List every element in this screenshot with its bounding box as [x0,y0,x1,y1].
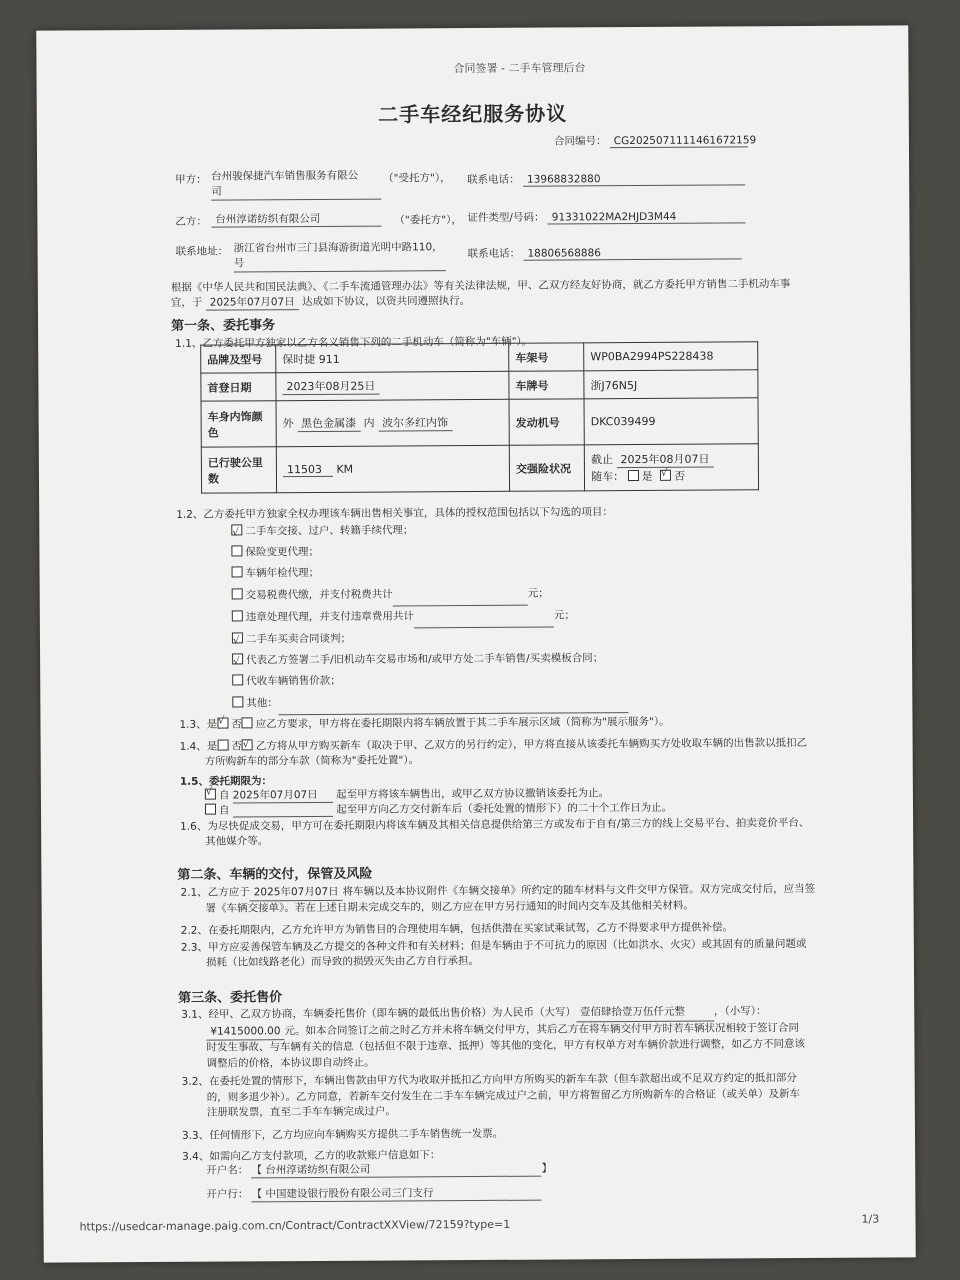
address-line2: 号 [233,257,245,270]
clause-1-4-yes: 1.4、是 [179,740,218,753]
vehicle-mileage-unit: KM [336,462,354,476]
option-item[interactable] [231,540,627,564]
option-checkbox[interactable] [231,524,242,535]
account-name-bracket: 】 [541,1162,553,1175]
party-b-phone-value: 18806568886 [523,246,741,260]
vehicle-brand: 保时捷 911 [276,343,509,372]
vehicle-color-label: 车身内饰颜色 [201,401,276,447]
party-a-phone [467,170,745,187]
option-item[interactable] [231,519,627,543]
vehicle-reg-cell [276,371,509,400]
clause-1-5: 1.5、委托期限为： [179,775,272,788]
vehicle-engine-label: 发动机号 [509,399,584,445]
with-car-no-label: 否 [674,469,686,483]
vehicle-int-prefix: 内 [363,416,375,430]
option-text: 保险变更代理； [245,546,319,559]
vehicle-insurance-cell [584,444,758,491]
clause-3-1-text: 元。如本合同签订之前之时乙方并未将车辆交付甲方，其后乙方在将车辆交付甲方时若车辆状况相较于签订合同 [284,1021,800,1037]
clause-1-4-no-checkbox[interactable] [242,739,253,750]
option-text: 代表乙方签署二手/旧机动车交易市场和/或甲方处二手车销售/买卖模板合同； [246,652,604,667]
vehicle-int-color: 波尔多红内饰 [378,414,452,431]
with-car-no-checkbox[interactable] [660,470,671,481]
party-a-role: （"受托方"）， [383,172,451,185]
party-b-name-value: 台州淳诺纺织有限公司 [211,211,381,228]
clause-1-4-text: 乙方将从甲方购买新车（取决于甲、乙双方的另行约定），甲方将直接从该委托车辆购买方处收取车辆的出售款以抵扣乙 [255,736,808,753]
clause-3-1-prefix: 3.1、经甲、乙双方协商，车辆委托售价（即车辆的最低出售价格）为人民币（大写） [181,1006,576,1021]
term-row-2-checkbox[interactable] [205,804,216,815]
section-3-title: 第三条、委托售价 [178,990,283,1006]
clause-1-3-no-checkbox[interactable] [242,717,253,728]
party-a-phone-value: 13968832880 [523,172,745,186]
bank-value: 【 中国建设银行股份有限公司三门支行 [252,1185,542,1203]
vehicle-vin: WP0BA2994PS228438 [584,342,758,371]
party-b-phone-label: 联系电话： [467,247,521,261]
clause-2-1-prefix: 2.1、乙方应于 [180,886,250,899]
vehicle-table [200,341,759,493]
bank-label: 开户行： [206,1188,249,1201]
option-text: 代收车辆销售价款； [246,675,341,688]
vehicle-insurance-date: 2025年08月07日 [616,451,713,469]
clause-3-1-lowercase: ，（小写）： [713,1005,767,1018]
clause-1-4 [180,736,808,770]
vehicle-plate: 浙J76N5J [584,370,758,399]
option-checkbox[interactable] [232,654,243,665]
other-blank[interactable] [278,691,628,715]
vehicle-brand-label: 品牌及型号 [201,345,276,373]
option-text: 二手车交接、过户、转籍手续代理； [245,524,414,538]
party-b-id-value: 91331022MA2HJD3M44 [548,210,746,224]
option-checkbox[interactable] [232,610,243,621]
clause-1-6 [180,816,809,850]
clause-3-2-line1: 3.2、在委托处置的情形下，车辆出售款由甲方代为收取并抵扣乙方向甲方所购买的新车车款（但车款超出或不足双方约定的抵扣部分 [181,1072,797,1088]
term-row-2-text: 起至甲方向乙方交付新车后（委托处置的情形下）的二十个工作日为止。 [336,801,673,816]
option-item[interactable] [232,648,628,672]
clause-3-2 [182,1071,801,1121]
bank-row [206,1185,541,1203]
party-b-label: 乙方： [175,215,207,228]
party-a-name [211,169,381,201]
clause-1-6-line2: 其他媒介等。 [205,835,269,848]
print-url: https://usedcar-manage.paig.com.cn/Contract/ContractXXView/72159?type=1 [79,1217,511,1234]
term-row-1-checkbox[interactable] [205,789,216,800]
contract-number [553,132,757,148]
party-a-label: 甲方： [175,173,207,186]
clause-2-3-line2: 损耗（比如线路老化）而导致的损毁灭失由乙方自行承担。 [205,954,479,969]
term-row-1-text: 起至甲方将该车辆售出，或甲乙双方协议撤销该委托为止。 [336,787,610,801]
clause-1-1: 1.1、乙方委托甲方独家以乙方名义销售下列的二手机动车（简称为"车辆"）。 [175,335,533,350]
term-row-2-from: 自 [218,804,230,817]
party-a-phone-label: 联系电话： [467,173,520,187]
violation-amount-blank[interactable] [414,605,554,628]
preamble-line1: 根据《中华人民共和国民法典》、《二手车流通管理办法》等有关法律法规，甲、乙双方经友好协商，就乙方委托甲方销售二手机动车事 [170,278,791,294]
vehicle-with-car-row [591,467,752,484]
option-list [231,519,628,715]
clause-1-2: 1.2、乙方委托甲方独家全权办理该车辆出售相关事宜，具体的授权范围包括以下勾选的项目： [176,506,613,521]
contract-number-value: CG20250711114616721​59 [610,134,748,148]
print-page-title: 合同签署 - 二手车管理后台 [453,61,586,76]
address-label: 联系地址： [175,245,229,258]
vehicle-reg: 2023年08月25日 [282,378,379,396]
party-b-role: （"委托方"）， [394,214,462,227]
party-a-name-line2: 司 [211,185,222,198]
preamble-prefix: 宜，于 [170,296,203,309]
vehicle-mileage-label: 已行驶公里数 [201,447,276,493]
party-b-id-label: 证件类型/号码： [467,211,545,225]
clause-2-1 [180,882,815,917]
clause-2-2: 2.2、在委托期限内，乙方允许甲方为销售目的合理使用车辆，包括供潜在买家试乘试驾，乙方不得要求甲方提供补偿。 [180,921,733,937]
clause-1-3 [179,714,669,732]
account-name-value: 【 台州淳诺纺织有限公司 [252,1161,542,1179]
document-title: 二手车经纪服务协议 [378,101,568,127]
clause-1-3-no: 否 [231,718,242,731]
vehicle-mileage: 11503 [283,462,333,476]
option-text: 车辆年检代理； [245,567,320,580]
vehicle-ext-color: 黑色金属漆 [297,415,360,432]
clause-3-1-line4: 调整后的价格，本协议即自动终止。 [206,1056,375,1070]
option-checkbox[interactable] [232,588,243,599]
clause-3-3: 3.3、任何情形下，乙方均应向车辆购买方提供二手车销售统一发票。 [181,1127,504,1142]
vehicle-insurance-date-row [591,450,752,468]
clause-3-4: 3.4、如需向乙方支付款项，乙方的收款账户信息如下： [182,1149,441,1163]
option-text: 其他： [246,696,278,710]
with-car-yes-label: 是 [641,469,653,483]
with-car-label: 随车： [591,470,625,484]
clause-2-1-text: 将车辆以及本协议附件《车辆交接单》所约定的随车材料与文件交甲方保管。双方完成交付后，应当签 [342,882,816,898]
clause-1-3-text: 应乙方要求，甲方将在委托期限内将车辆放置于其二手车展示区域（简称为"展示服务"）。 [255,715,670,731]
clause-1-3-yes: 1.3、是 [179,718,218,731]
vehicle-mileage-cell [276,445,509,492]
vehicle-plate-label: 车牌号 [509,371,584,399]
option-checkbox[interactable] [232,675,243,686]
clause-2-3 [181,937,807,971]
section-1-title: 第一条、委托事务 [171,318,276,334]
vehicle-insurance-label: 交强险状况 [509,445,584,491]
vehicle-insurance-prefix: 截止 [590,453,613,467]
vehicle-engine: DKC039499 [584,398,758,445]
option-text: 二手车买卖合同谈判； [245,632,352,646]
option-tail: 元； [553,609,575,622]
option-item[interactable] [232,627,628,651]
clause-3-2-line2: 的，则多退少补）。乙方同意，若新车交付发生在二手车车辆完成过户之前，甲方将暂留乙方所购新车的合格证（或关单）及新车 [206,1087,801,1104]
option-tail: 元； [527,587,549,600]
option-item[interactable] [232,583,628,608]
party-b-id [467,208,745,225]
term-row-1-from: 自 [218,789,230,802]
with-car-yes-checkbox[interactable] [628,470,639,481]
account-name-row [206,1161,552,1179]
preamble-date: 2025年07月07日 [206,294,299,311]
option-checkbox[interactable] [232,632,243,643]
option-item[interactable] [232,561,628,585]
option-text: 交易税费代缴，并支付税费共计 [245,588,393,602]
option-text: 违章处理代理，并支付违章费用共计 [245,610,414,624]
document-sheet [36,25,916,1262]
section-2-title: 第二条、车辆的交付，保管及风险 [177,866,373,883]
option-checkbox[interactable] [232,567,243,578]
vehicle-color-cell [276,399,509,446]
clause-2-3-line1: 2.3、甲方应妥善保管车辆及乙方提交的各种文件和有关材料；但是车辆由于不可抗力的原因（比如洪水、火灾）或其固有的质量问题或 [180,937,807,954]
clause-1-3-yes-checkbox[interactable] [217,718,228,729]
term-row-1-date: 2025年07月07日 [233,787,333,804]
term-row-2 [205,800,672,818]
address-value [234,240,446,272]
vehicle-ext-prefix: 外 [282,417,294,431]
clause-3-1 [181,1004,805,1072]
vehicle-vin-label: 车架号 [509,343,584,371]
option-item[interactable] [232,669,628,693]
clause-1-4-no: 否 [231,740,242,753]
account-name-label: 开户名： [206,1164,249,1177]
option-item[interactable] [232,605,628,630]
clause-1-6-line1: 1.6、为尽快促成交易，甲方可在委托期限内将该车辆及其相关信息提供给第三方或发布于自有/第三方的线上交易平台、拍卖竞价平台、 [180,816,810,833]
address-line1: 浙江省台州市三门县海游街道光明中路110， [233,241,443,255]
party-a-name-line1: 台州骏保捷汽车销售服务有限公 [211,169,359,183]
preamble-suffix: 达成如下协议，以资共同遵照执行。 [302,295,471,309]
option-checkbox[interactable] [231,546,242,557]
term-row-2-date[interactable] [233,804,333,818]
preamble-line2 [171,293,470,311]
vehicle-reg-label: 首登日期 [201,373,276,401]
party-b-phone [468,244,742,261]
clause-3-1-line3: 时发生事故、与车辆有关的信息（包括但不限于违章、抵押）等其他的变化，甲方有权单方对车辆价款进行调整，如乙方不同意该 [206,1037,805,1054]
option-item[interactable] [232,691,628,716]
clause-1-4-yes-checkbox[interactable] [217,740,228,751]
option-checkbox[interactable] [232,696,243,707]
clause-2-1-line2: 署《车辆交接单》。若在上述日期未完成交车的，则乙方应在甲方另行通知的时间内交车及其他相关材料。 [205,899,694,915]
print-page-number: 1/3 [861,1212,880,1226]
tax-amount-blank[interactable] [393,583,528,606]
clause-1-4-line2: 方所购新车的部分车款（简称为"委托处置"）。 [204,754,420,768]
party-b-name [211,211,381,228]
clause-3-2-line3: 注册联发票，直至二手车车辆完成过户。 [206,1105,396,1119]
contract-number-label: 合同编号： [553,135,607,148]
clause-2-1-date: 2025年07月07日 [250,885,343,902]
price-amount-chinese: 壹佰肆拾壹万伍仟元整 [576,1005,714,1022]
price-amount: ¥1415000.00 [206,1024,284,1041]
